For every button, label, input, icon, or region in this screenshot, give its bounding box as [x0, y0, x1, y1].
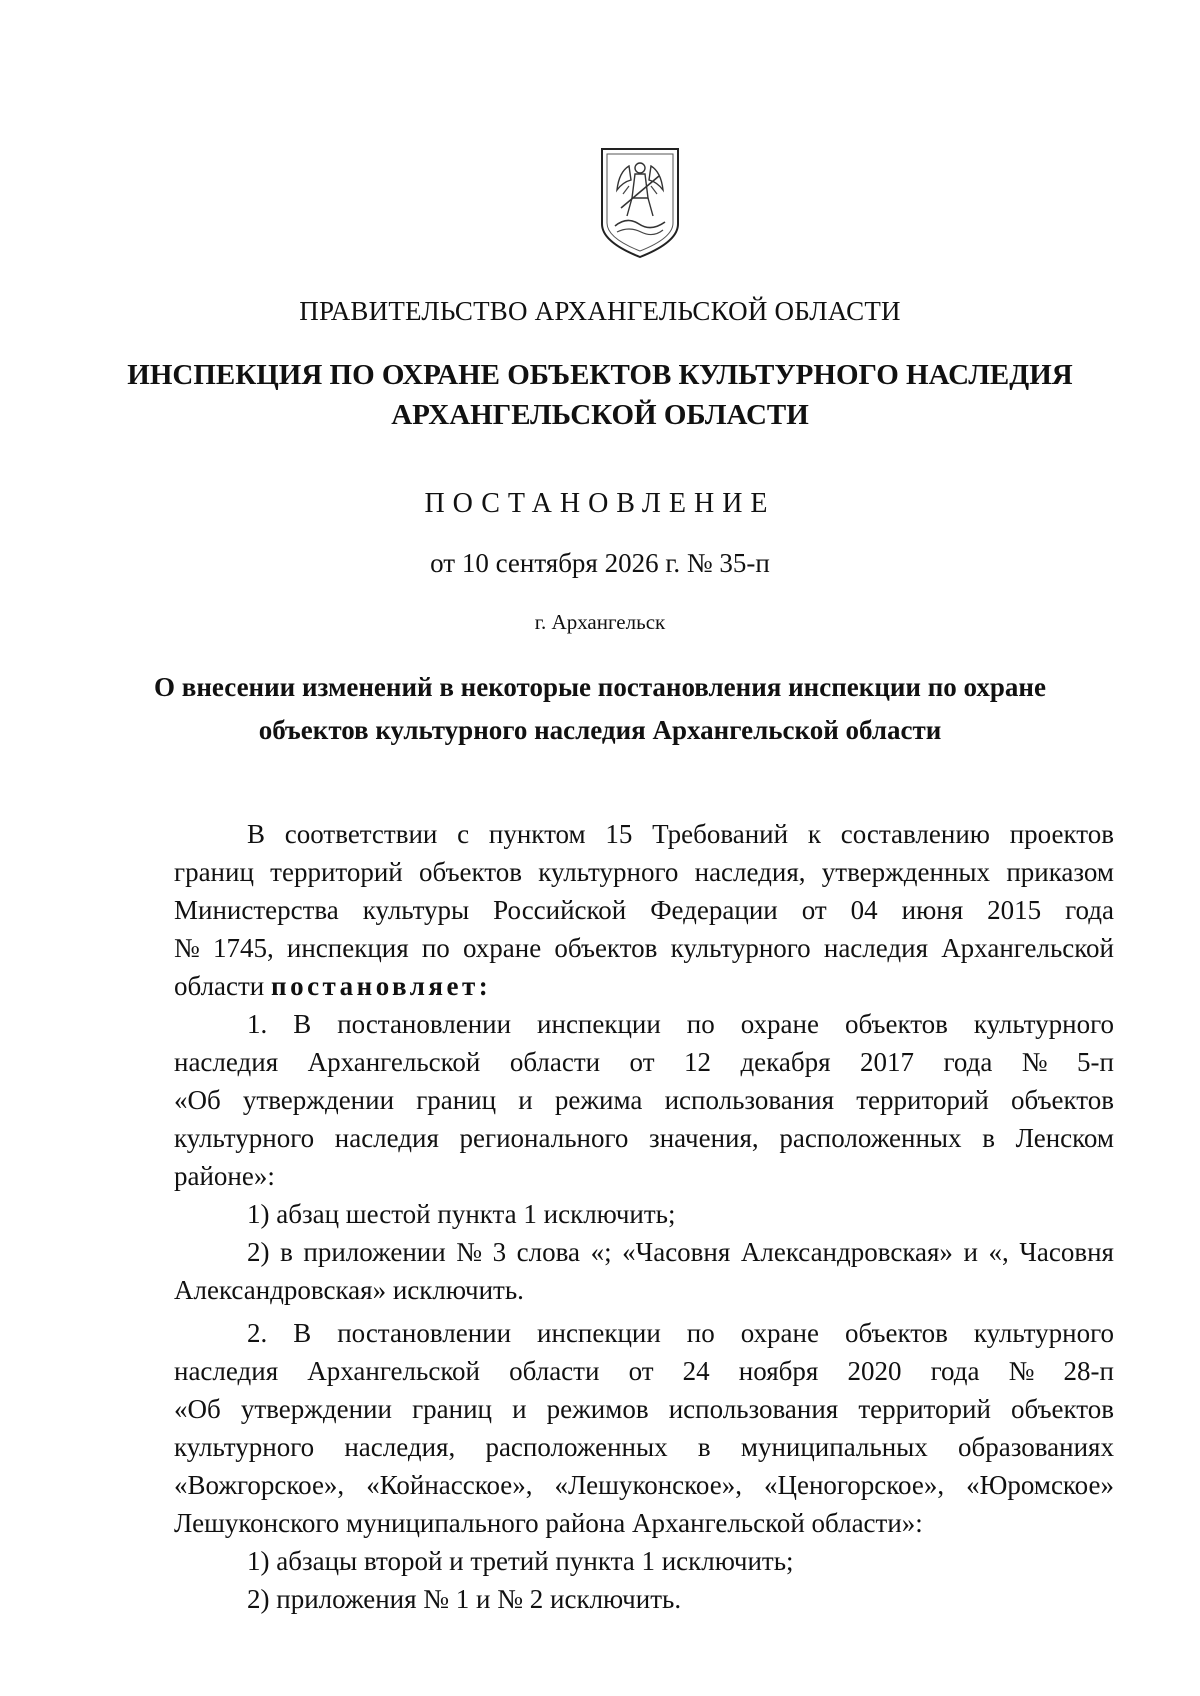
- word: культурного: [174, 1123, 315, 1153]
- word: территорий: [856, 1085, 989, 1115]
- word: утверждении: [242, 1085, 395, 1115]
- word: режима: [554, 1085, 643, 1115]
- word: утвержденных: [821, 857, 991, 887]
- word: образованиях: [958, 1432, 1114, 1462]
- word: культурного: [538, 857, 679, 887]
- item2-line: [174, 1352, 1114, 1390]
- word: и: [963, 1237, 978, 1267]
- word: Александровская»: [740, 1237, 953, 1267]
- item2-subitem1: 1) абзацы второй и третий пункта 1 исключить;: [247, 1546, 794, 1576]
- word: от: [801, 895, 827, 925]
- word: 15: [605, 819, 633, 849]
- organization-title: [0, 355, 1200, 435]
- item2-line: [174, 1314, 1114, 1352]
- word: Российской: [493, 895, 627, 925]
- word: по: [686, 1009, 715, 1039]
- document-type: ПОСТАНОВЛЕНИЕ: [424, 488, 776, 519]
- word: 2020: [847, 1356, 902, 1386]
- document-city: г. Архангельск: [534, 610, 666, 634]
- item1-subitem2-cont: Александровская» исключить.: [174, 1275, 524, 1305]
- word: значения,: [649, 1123, 759, 1153]
- word: 3: [492, 1237, 507, 1267]
- word: №: [456, 1237, 483, 1267]
- paragraph-line: [174, 853, 1114, 891]
- word: и: [512, 1394, 527, 1424]
- word: наследия: [174, 1047, 279, 1077]
- word: «Лешуконское»,: [554, 1470, 742, 1500]
- word: охране: [740, 1318, 819, 1348]
- word: режимов: [546, 1394, 649, 1424]
- paragraph-line: [174, 929, 1114, 967]
- organization-title-line1: ИНСПЕКЦИЯ ПО ОХРАНЕ ОБЪЕКТОВ КУЛЬТУРНОГО НАСЛЕДИЯ: [127, 359, 1073, 391]
- word: муниципальных: [740, 1432, 928, 1462]
- word: наследия,: [694, 857, 806, 887]
- word: в: [280, 1237, 293, 1267]
- item1-subitem2: [174, 1233, 1114, 1271]
- word: культурного: [670, 933, 811, 963]
- item1-subitem1: 1) абзац шестой пункта 1 исключить;: [247, 1199, 676, 1229]
- word: к: [807, 819, 821, 849]
- word: границ: [412, 1394, 492, 1424]
- word: культурного: [973, 1318, 1114, 1348]
- word: регионального: [459, 1123, 629, 1153]
- word: культуры: [362, 895, 470, 925]
- word: В: [293, 1009, 312, 1039]
- item1-line: [174, 1081, 1114, 1119]
- word: объектов: [1011, 1085, 1114, 1115]
- word: года: [943, 1047, 993, 1077]
- item1-line: районе»:: [174, 1161, 275, 1191]
- word: наследия: [334, 1123, 439, 1153]
- word: расположенных: [485, 1432, 668, 1462]
- item2-line: [174, 1390, 1114, 1428]
- word: в: [982, 1123, 995, 1153]
- word: области: [509, 1047, 601, 1077]
- word: объектов: [419, 857, 522, 887]
- word: инспекция: [286, 933, 409, 963]
- document-body: [174, 815, 1114, 1618]
- word: приказом: [1006, 857, 1114, 887]
- word: В: [293, 1318, 312, 1348]
- word: области: [509, 1356, 600, 1386]
- word: утверждении: [240, 1394, 392, 1424]
- word: наследия: [174, 1356, 279, 1386]
- word: №: [1021, 1047, 1048, 1077]
- word: Требований: [652, 819, 789, 849]
- paragraph-line: [174, 967, 1114, 1005]
- paragraph-line: [174, 815, 1114, 853]
- government-title: ПРАВИТЕЛЬСТВО АРХАНГЕЛЬСКОЙ ОБЛАСТИ: [299, 296, 901, 326]
- item1-line: [174, 1119, 1114, 1157]
- subject-line2: объектов культурного наследия Архангельской области: [258, 715, 942, 745]
- item1-line: [174, 1005, 1114, 1043]
- resolves-keyword: постановляет:: [271, 971, 492, 1001]
- word: 04: [850, 895, 878, 925]
- word: объектов: [554, 933, 658, 963]
- word: 1745,: [212, 933, 274, 963]
- paragraph-text: области: [174, 971, 265, 1001]
- word: по: [686, 1318, 715, 1348]
- item2-line: Лешуконского муниципального района Архангельской области»:: [174, 1508, 923, 1538]
- word: 1.: [247, 1009, 268, 1039]
- word: Министерства: [174, 895, 339, 925]
- archangel-coat-of-arms-icon: [599, 146, 681, 262]
- word: пунктом: [488, 819, 586, 849]
- word: границ: [416, 1085, 497, 1115]
- word: «,: [988, 1237, 1009, 1267]
- document-subject: [0, 666, 1200, 752]
- word: использования: [668, 1394, 839, 1424]
- word: и: [518, 1085, 533, 1115]
- word: от: [628, 1356, 654, 1386]
- word: по: [421, 933, 450, 963]
- organization-title-line2: АРХАНГЕЛЬСКОЙ ОБЛАСТИ: [391, 399, 809, 431]
- word: территорий: [858, 1394, 991, 1424]
- word: Архангельской: [307, 1356, 481, 1386]
- word: объектов: [844, 1318, 948, 1348]
- subject-line1: О внесении изменений в некоторые постановления инспекции по охране: [154, 672, 1046, 702]
- item2-subitem2: 2) приложения № 1 и № 2 исключить.: [247, 1584, 682, 1614]
- word: 2.: [247, 1318, 268, 1348]
- word: 2015: [987, 895, 1042, 925]
- word: «Вожгорское»,: [174, 1470, 345, 1500]
- word: «Койнасское»,: [366, 1470, 533, 1500]
- word: от: [629, 1047, 655, 1077]
- word: В: [247, 819, 266, 849]
- word: Архангельской: [941, 933, 1114, 963]
- word: наследия: [823, 933, 928, 963]
- word: слова: [516, 1237, 581, 1267]
- word: «Юромское»: [966, 1470, 1114, 1500]
- word: охране: [462, 933, 542, 963]
- word: ноября: [738, 1356, 819, 1386]
- word: наследия,: [344, 1432, 456, 1462]
- word: охране: [740, 1009, 819, 1039]
- word: «Часовня: [622, 1237, 731, 1267]
- word: постановлении: [337, 1009, 512, 1039]
- word: соответствии: [284, 819, 438, 849]
- word: «Об: [174, 1085, 221, 1115]
- word: инспекции: [537, 1318, 661, 1348]
- word: Федерации: [650, 895, 778, 925]
- word: декабря: [740, 1047, 831, 1077]
- word: Ленском: [1015, 1123, 1114, 1153]
- word: июня: [901, 895, 964, 925]
- word: 24: [682, 1356, 710, 1386]
- paragraph-line: [174, 891, 1114, 929]
- word: 5-п: [1077, 1047, 1114, 1077]
- item2-line: [174, 1466, 1114, 1504]
- word: расположенных: [779, 1123, 962, 1153]
- word: №: [174, 933, 200, 963]
- word: культурного: [973, 1009, 1114, 1039]
- word: «Об: [174, 1394, 221, 1424]
- word: использования: [664, 1085, 835, 1115]
- word: 2): [247, 1237, 270, 1267]
- word: территорий: [270, 857, 403, 887]
- word: границ: [174, 857, 254, 887]
- word: 12: [683, 1047, 711, 1077]
- word: инспекции: [537, 1009, 661, 1039]
- word: с: [457, 819, 470, 849]
- word: объектов: [844, 1009, 948, 1039]
- word: «Ценогорское»,: [763, 1470, 945, 1500]
- word: «;: [590, 1237, 612, 1267]
- word: года: [1065, 895, 1114, 925]
- item1-line: [174, 1043, 1114, 1081]
- word: составлению: [840, 819, 990, 849]
- word: приложении: [303, 1237, 446, 1267]
- word: 28-п: [1063, 1356, 1114, 1386]
- word: 2017: [859, 1047, 914, 1077]
- word: постановлении: [337, 1318, 512, 1348]
- word: года: [930, 1356, 980, 1386]
- item2-line: [174, 1428, 1114, 1466]
- document-date-number: от 10 сентября 2026 г. № 35-п: [430, 548, 770, 578]
- word: в: [697, 1432, 711, 1462]
- word: Архангельской: [307, 1047, 481, 1077]
- word: №: [1008, 1356, 1035, 1386]
- word: объектов: [1011, 1394, 1114, 1424]
- word: культурного: [174, 1432, 315, 1462]
- word: проектов: [1009, 819, 1114, 849]
- word: Часовня: [1019, 1237, 1114, 1267]
